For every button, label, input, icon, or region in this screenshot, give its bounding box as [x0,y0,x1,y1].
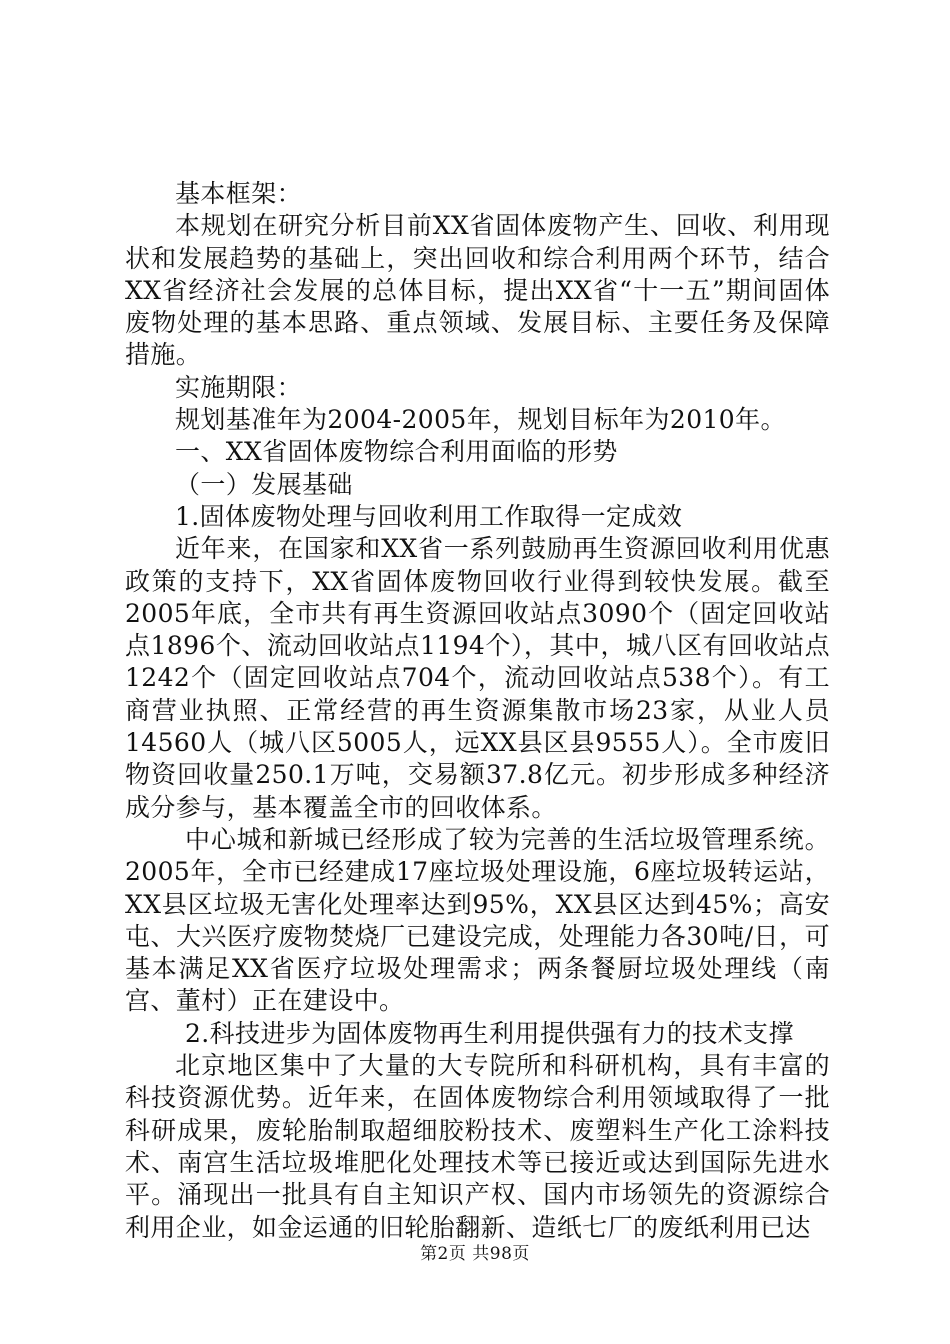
heading-implementation-period: 实施期限： [175,372,303,402]
page-number-footer: 第2页 共98页 [420,1244,530,1264]
document-body [125,178,830,1244]
subsection-heading-foundation: （一）发展基础 [175,469,353,499]
heading-basic-framework: 基本框架： [175,179,303,208]
paragraph-period-description: 规划基准年为2004-2005年，规划目标年为2010年。 [175,405,786,435]
section-heading-situation: 一、XX省固体废物综合利用面临的形势 [175,437,618,467]
item-heading-2: 2.科技进步为固体废物再生利用提供强有力的技术支撑 [185,1018,794,1048]
paragraph-garbage-management: 中心城和新城已经形成了较为完善的生活垃圾管理系统。2005年，全市已经建成17座垃圾处理设施，6座垃圾转运站，XX县区垃圾无害化处理率达到95%，XX县区达到45%；高安屯、大兴医疗废物焚烧厂已建设完成，处理能力各30吨/日，可基本满足XX省医疗垃圾处理需求；两条餐厨垃圾处理线（南宫、董村）正在建设中。 [125,824,830,1016]
paragraph-recycling-progress: 近年来，在国家和XX省一系列鼓励再生资源回收利用优惠政策的支持下，XX省固体废物回收行业得到较快发展。截至2005年底，全市共有再生资源回收站点3090个（固定回收站点1896个、流动回收站点1194个），其中，城八区有回收站点1242个（固定回收站点704个，流动回收站点538个）。有工商营业执照、正常经营的再生资源集散市场23家，从业人员14560人（城八区5005人，远XX县区县9555人）。全市废旧物资回收量250.1万吨，交易额37.8亿元。初步形成多种经济成分参与，基本覆盖全市的回收体系。 [125,534,830,822]
paragraph-tech-support: 北京地区集中了大量的大专院所和科研机构，具有丰富的科技资源优势。近年来，在固体废物综合利用领域取得了一批科研成果，废轮胎制取超细胶粉技术、废塑料生产化工涂料技术、南宫生活垃圾堆肥化处理技术等已接近或达到国际先进水平。涌现出一批具有自主知识产权、国内市场领先的资源综合利用企业，如金运通的旧轮胎翻新、造纸七厂的废纸利用已达 [125,1051,830,1242]
paragraph-framework-description: 本规划在研究分析目前XX省固体废物产生、回收、利用现状和发展趋势的基础上，突出回收和综合利用两个环节，结合XX省经济社会发展的总体目标，提出XX省“十一五”期间固体废物处理的基本思路、重点领域、发展目标、主要任务及保障措施。 [125,211,830,370]
item-heading-1: 1.固体废物处理与回收利用工作取得一定成效 [175,501,683,531]
